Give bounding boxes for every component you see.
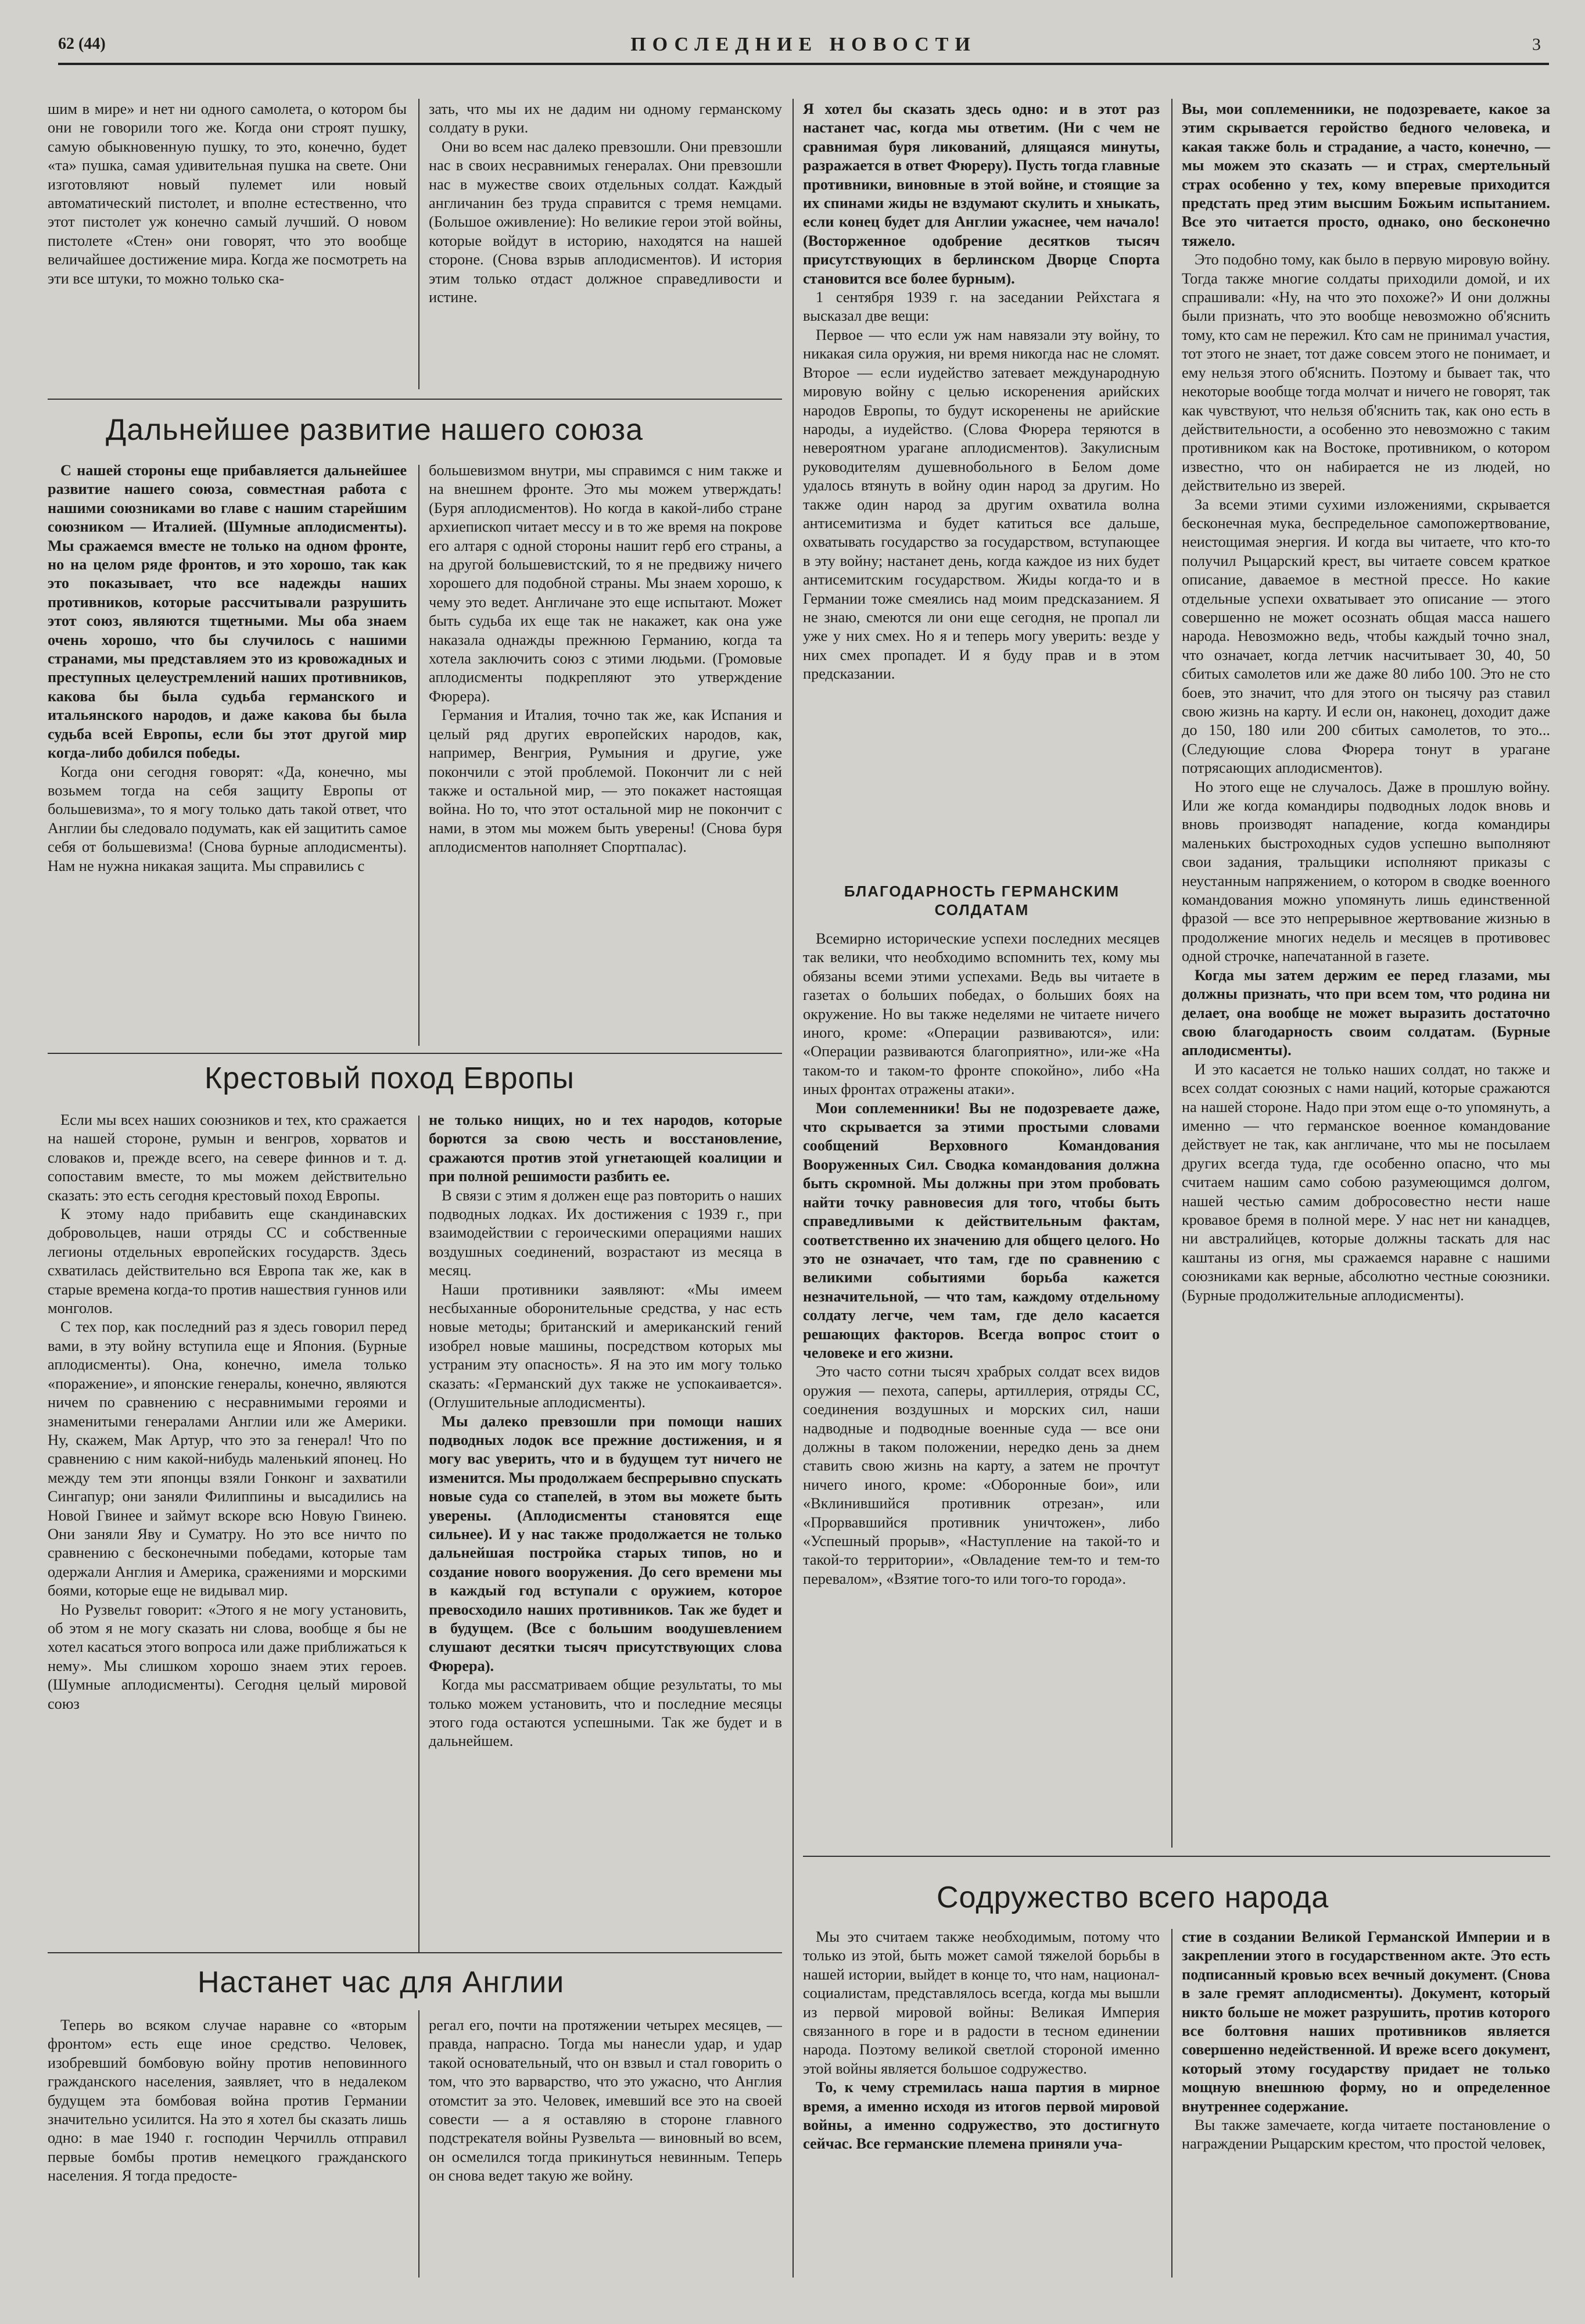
subhead-gratitude: БЛАГОДАРНОСТЬ ГЕРМАНСКИМ СОЛДАТАМ xyxy=(844,883,1120,919)
paragraph: регал его, почти на протяжении четырех месяцев, — правда, напрасно. Тогда мы нанесли удар, и удар такой основательный, что он взвыл и стал говорить о том, что это варварство, что это ужасно, что Англия отомстит за это. Человек, имевший все это на своей совести — а я оставляю в стороне главного подстрекателя войны Рузвельта — виновный во всем, он осмелился тогда прикинуться невинным. Теперь он снова ведет такую же войну. xyxy=(429,2017,782,2185)
paragraph: шим в мире» и нет ни одного самолета, о котором бы они не говорили того же. Когда они строят пушку, самую обыкновенную пушку, то это, конечно, будет «та» пушка, самая удивительная пушка на свете. Они изготовляют новый пулемет или новый автоматический пистолет, и вполне естественно, что этот пистолет уж конечно самый лучший. О новом пистолете «Стен» они говорят, что это вообще величайшее достижение мира. Когда же посмотреть на эти все штуки, то можно только ска- xyxy=(48,101,407,287)
col1-top-article xyxy=(48,100,407,390)
section-rule xyxy=(48,1053,782,1054)
paragraph: Они во всем нас далеко превзошли. Они превзошли нас в своих несравнимых генералах. Они превзошли нас в мужестве своих отдельных солдат. Каждый англичанин без труда справится с тремя немцами. (Большое оживление): Но великие герои этой войны, которые войдут в историю, находятся на нашей стороне. (Снова взрыв аплодисментов). И история этим только отдаст должное справедливости и истине. xyxy=(429,138,782,306)
col1-england-article xyxy=(48,2016,407,2283)
paragraph: Когда мы рассматриваем общие результаты, то мы только можем установить, что и последние месяцы этого года остаются успешными. Так же будет и в дальнейшем. xyxy=(429,1676,782,1750)
paragraph: Мы это считаем также необходимым, потому что только из этой, быть может самой тяжелой борьбы в нашей истории, выйдет в конце то, что нам, национал-социалистам, представлялось всегда, когда мы вышли из первой мировой войны: Великая Империя связанного в горе и в радости в тесном единении народа. Поэтому великой светлой стороной именно этой войны является большое содружество. xyxy=(803,1928,1160,2077)
paragraph: Когда мы затем держим ее перед глазами, мы должны признать, что при всем том, что родина ни делает, она вообще не может выразить достаточно свою благодарность своим солдатам. (Бурные аплодисменты). xyxy=(1182,966,1550,1059)
paragraph: С нашей стороны еще прибавляется дальнейшее развитие нашего союза, совместная работа с нашими союзниками во главе с нашим старейшим союзником — Италией. (Шумные аплодисменты). Мы сражаемся вместе не только на одном фронте, но на целом ряде фронтов, и это хорошо, так как это показывает, что все надежды наших противников, которые рассчитывали разрушить этот союз, являются тщетными. Мы оба знаем очень хорошо, что бы случилось с нашими странами, мы представляем это из кровожадных и преступных целеустремлений наших противников, какова бы была судьба германского и итальянского народов, и даже какова бы была судьба всей Европы, если бы этот другой мир когда-либо добился победы. xyxy=(48,462,407,762)
paragraph: За всеми этими сухими изложениями, скрывается бесконечная мука, беспредельное самопожертвование, неистощимая энергия. И когда вы читаете, что кто-то получил Рыцарский крест, вы читаете совсем краткое описание, даваемое в местной прессе. Но какие отдельные успехи охватывает это описание — этого совершенно не может осознать общая масса нашего народа. Невозможно ведь, чтобы каждый точно знал, что означает, когда летчик насчитывает 30, 40, 50 сбитых самолетов или же даже 80 либо 100. Это не сто боев, это значит, что для этого он тысячу раз ставил свою жизнь на карту. И если он, наконец, доходит даже до 150, 180 или 200 сбитых самолетов, то это... (Следующие слова Фюрера тонут в урагане потрясающих аплодисментов). xyxy=(1182,496,1550,777)
paragraph: Это подобно тому, как было в первую мировую войну. Тогда также многие солдаты приходили домой, и их спрашивали: «Ну, на что это похоже?» И они должны были признать, что это вообще невозможно об'яснить тому, кто сам не пережил. Кто сам не принимал участия, тот этого не знает, тот даже совсем этого не понимает, и ему нельзя этого об'яснить. Поэтому и бывает так, что некоторые вообще тогда молчат и ничего не говорят, так как чувствуют, что нельзя об'яснить так, как оно есть в действительности, а особенно это невозможно с таким противником как на Востоке, противником, о котором известно, что он набирается не из людей, но действительно из зверей. xyxy=(1182,251,1550,494)
col3-gratitude-article xyxy=(803,930,1160,1848)
col1-crusade-article xyxy=(48,1111,407,1945)
paragraph: Это часто сотни тысяч храбрых солдат всех видов оружия — пехота, саперы, артиллерия, отряды СС, соединения воздушных и морских сил, наши надводные и подводные военные суда — все они должны в таком положении, нередко день за днем ставить свою жизнь на карту, а затем не прочтут ничего иного, кроме: «Оборонные бои», или «Вклинившийся противник отрезан», или «Прорвавшийся противник уничтожен», либо «Успешный прорыв», «Наступление на такой-то и такой-то территории», «Овладение тем-то и тем-то перевалом», «Взятие того-то или того-то города». xyxy=(803,1363,1160,1587)
column-rule xyxy=(418,465,419,1046)
paragraph: стие в создании Великой Германской Империи и в закреплении этого в государственном акте. Это есть подписанный кровью всех вечный документ. (Снова в зале гремят аплодисменты). Документ, который никто больше не может разрушить, против которого все болтовня наших противников является совершенно недейственной. И вреже всего документ, который этому государству придает не только мощную внешнюю форму, но и определенное внутреннее содержание. xyxy=(1182,1928,1550,2115)
column-rule xyxy=(1171,1929,1172,2278)
paragraph: Но этого еще не случалось. Даже в прошлую войну. Или же когда командиры подводных лодок вновь и вновь производят нападение, когда командиры маленьких быстроходных судов успешно выполняют свои задания, тральщики исполняют приказы с неустанным напряжением, о котором в сводке военного командования можно упомянуть лишь единственной фразой — все это непрерывное жертвование жизнью в продолжение многих недель и месяцев в противовес одной строчке, напечатанной в газете. xyxy=(1182,778,1550,965)
col2-crusade-article xyxy=(429,1111,782,1945)
paragraph: Мы далеко превзошли при помощи наших подводных лодок все прежние достижения, и я могу вас уверить, что и в будущем тут ничего не изменится. Мы продолжаем беспрерывно спускать новые суда со стапелей, в этом вы можете быть уверены. (Аплодисменты становятся еще сильнее). И у нас также продолжается не только дальнейшая постройка старых типов, но и создание нового вооружения. До сего времени мы в каждый год вступали с оружием, которое превосходило наших противников. Так же будет и в будущем. (Все с большим воодушевлением слушают десятки тысяч присутствующих слова Фюрера). xyxy=(429,1412,782,1674)
col4-article xyxy=(1182,100,1550,1849)
col1-alliance-article xyxy=(48,461,407,1046)
column-rule xyxy=(1171,99,1172,1848)
paragraph: Я хотел бы сказать здесь одно: и в этот раз настанет час, когда мы ответим. (Ни с чем не сравнимая буря ликований, длящаяся минуты, разражается в ответ Фюреру). Пусть тогда главные противники, виновные в этой войне, и стоящие за их спинами жиды не вздумают скулить и хныкать, если конец будет для Англии ужаснее, чем начало! (Восторженное одобрение десятков тысяч присутствующих в берлинском Дворце Спорта становится все более бурным). xyxy=(803,101,1160,287)
paragraph: К этому надо прибавить еще скандинавских добровольцев, наши отряды СС и собственные легионы отдельных европейских государств. Здесь схватилась действительно вся Европа так же, как в старые времена когда-то против нашествия гуннов или монголов. xyxy=(48,1206,407,1317)
paragraph: С тех пор, как последний раз я здесь говорил перед вами, в эту войну вступила еще и Япония. (Бурные аплодисменты). Она, конечно, имела только «поражение», и японские генералы, конечно, являются ничем по сравнению с несравнимыми героями и знаменитыми генералами Англии или же Америки. Ну, скажем, Мак Артур, что это за генерал! Что по сравнению с ним какой-нибудь маленький японец. Но между тем эти японцы взяли Гонконг и захватили Сингапур; они заняли Филиппины и высадились на Новой Гвинее и займут вскоре всю Новую Гвинею. Они заняли Яву и Суматру. Но это все ничто по сравнению с бесконечными победами, которые там одержали Англия и Америка, сражениями и морскими боями, которые еще не видывал мир. xyxy=(48,1318,407,1599)
paragraph: В связи с этим я должен еще раз повторить о наших подводных лодках. Их достижения с 1939 г., при взаимодействии с героическими операциями наших воздушных соединений, возрастают из месяца в месяц. xyxy=(429,1186,782,1279)
paragraph: Наши противники заявляют: «Мы имеем несбыханные оборонительные средства, у нас есть новые методы; британский и американский гений изобрел новые машины, посредством которых мы устраним эту опасность». Я на это им могу только сказать: «Германский дух также не успокаивается». (Оглушительные аплодисменты). xyxy=(429,1281,782,1411)
paragraph: Но Рузвельт говорит: «Этого я не могу установить, об этом я не могу сказать ни слова, вообще я бы не хотел касаться этого вопроса или даже приближаться к нему». Мы слишком хорошо знаем этих героев. (Шумные аплодисменты). Сегодня целый мировой союз xyxy=(48,1601,407,1712)
paragraph: 1 сентября 1939 г. на заседании Рейхстага я высказал две вещи: xyxy=(803,289,1160,325)
paragraph: То, к чему стремилась наша партия в мирное время, а именно исходя из итогов первой мировой войны, а именно содружество, это достигнуто сейчас. Все германские племена приняли уча- xyxy=(803,2079,1160,2153)
paragraph: И это касается не только наших солдат, но также и всех солдат союзных с нами наций, которые сражаются на нашей стороне. Надо при этом еще о-то упомянуть, а именно — что германское военное командование действует не так, как англичане, что мы не посылаем других всегда туда, где особенно опасно, что мы считаем нашим само собою разумеющимся долгом, нашей честью самим добросовестно нести наше кровавое бремя в полной мере. У нас нет ни канадцев, ни австралийцев, которые должны таскать для нас каштаны из огня, мы сражаемся наравне с нашими союзниками как верные, абсолютно честные союзники. (Бурные продолжительные аплодисменты). xyxy=(1182,1060,1550,1304)
column-rule xyxy=(792,99,794,2278)
col4-community-article xyxy=(1182,1928,1550,2282)
paragraph: не только нищих, но и тех народов, которые борются за свою честь и восстановление, сражаются против этой угнетающей коалиции и при полной решимости разбить ее. xyxy=(429,1111,782,1185)
paragraph: Если мы всех наших союзников и тех, кто сражается на нашей стороне, румын и венгров, хорватов и словаков и, прежде всего, на севере финнов и т. д. сопоставим вместе, то мы можем действительно сказать: это есть сегодня крестовый поход Европы. xyxy=(48,1111,407,1204)
col2-alliance-article xyxy=(429,461,782,1046)
paragraph: Теперь во всяком случае наравне со «вторым фронтом» есть еще иное средство. Человек, изобревший бомбовую войну против неповинного гражданского населения, заявляет, что в недалеком будущем эта бомбовая война против Германии значительно усилится. На это я хотел бы сказать лишь одно: в мае 1940 г. господин Черчилль отправил первые бомбы против немецкого гражданского населения. Я тогда предосте- xyxy=(48,2017,407,2185)
page-number-right: 3 xyxy=(1532,35,1541,54)
paragraph: Вы, мои соплеменники, не подозреваете, какое за этим скрывается геройство бедного человека, и какая также боль и страдание, а часто, конечно, — мы можем это сказать — и страх, смертельный страх особенно у тех, кому вперевые приходится предстать пред этим высшим Божьим испытанием. Все это читается просто, однако, оно бесконечно тяжело. xyxy=(1182,101,1550,249)
page-header xyxy=(58,34,1549,65)
paragraph: Мои соплеменники! Вы не подозреваете даже, что скрывается за этими простыми словами сообщений Верховного Командования Вооруженных Сил. Сводка командования должна быть скромной. Мы должны при этом пробовать найти точку равновесия для того, чтобы быть справедливыми к действительным фактам, соответственно их значению для общего целого. Но это не означает, что там, где по сравнению с великими событиями борьба кажется незначительной, — что там, каждому отдельному солдату легче, чем там, где дело касается решающих факторов. Всегда вопрос стоит о человеке и его жизни. xyxy=(803,1099,1160,1361)
col2-top-article xyxy=(429,100,782,390)
masthead-title: ПОСЛЕДНИЕ НОВОСТИ xyxy=(630,34,977,55)
headline-england: Настанет час для Англии xyxy=(198,1966,565,1999)
page-number: 62 (44) xyxy=(58,35,106,53)
headline-community: Содружество всего народа xyxy=(937,1881,1329,1914)
col2-england-article xyxy=(429,2016,782,2283)
headline-alliance: Дальнейшее развитие нашего союза xyxy=(106,413,643,447)
paragraph: зать, что мы их не дадим ни одному германскому солдату в руки. xyxy=(429,101,782,137)
col3-article xyxy=(803,100,1160,875)
paragraph: Вы также замечаете, когда читаете постановление о награждении Рыцарским крестом, что простой человек, xyxy=(1182,2117,1550,2153)
column-rule xyxy=(418,99,419,389)
section-rule xyxy=(48,399,782,400)
column-rule xyxy=(418,1116,419,1952)
paragraph: Когда они сегодня говорят: «Да, конечно, мы возьмем тогда на себя защиту Европы от большевизма», то я могу только дать такой ответ, что Англии бы следовало подумать, как ей защитить самое себя от большевизма! (Снова бурные аплодисменты). Нам не нужна никакая защита. Мы справились с xyxy=(48,763,407,874)
col3-community-article xyxy=(803,1928,1160,2282)
paragraph: Всемирно исторические успехи последних месяцев так велики, что необходимо вспомнить тех, кому мы обязаны всеми этими успехами. Ведь вы читаете в газетах о больших победах, о больших боях на окружение. Но вы также неделями не читаете ничего иного, кроме: «Операции развиваются», или: «Операции развиваются благоприятно», или-же «На таком-то и таком-то фронте спокойно», либо «На иных фронтах отражены атаки». xyxy=(803,930,1160,1098)
section-rule xyxy=(803,1856,1550,1857)
headline-crusade: Крестовый поход Европы xyxy=(205,1061,575,1095)
paragraph: Первое — что если уж нам навязали эту войну, то никакая сила оружия, ни время никогда нас не сломят. Второе — если иудейство затевает международную мировую войну с целью искоренения арийских народов Европы, то будут искоренены не арийские народы, а иудейство. (Слова Фюрера теряются в невероятном урагане аплодисментов). Закулисным руководителям душевнобольного в Белом доме удалось втянуть в войну один народ за другим. Но также один народ за другим охватила волна антисемитизма и будет катиться все дальше, охватывать государство за государством, вступающее в эту войну; настанет день, когда каждое из них будет антисемитским государством. Жиды когда-то и в Германии тоже смеялись над моим предсказанием. Я не знаю, смеются ли они еще сегодня, не пропал ли уже у них смех. Но я и теперь могу уверить: везде у них смех пропадет. И я буду прав и в этом предсказании. xyxy=(803,326,1160,683)
column-rule xyxy=(418,2010,419,2278)
paragraph: Германия и Италия, точно так же, как Испания и целый ряд других европейских народов, как, например, Венгрия, Румыния и другие, уже покончили с этой проблемой. Покончит ли с ней также и остальной мир, — это покажет настоящая война. Но то, что этот остальной мир не покончит с нами, в этом мы можем быть уверены! (Снова буря аплодисментов наполняет Спортпалас). xyxy=(429,706,782,856)
section-rule xyxy=(48,1952,782,1953)
paragraph: большевизмом внутри, мы справимся с ним также и на внешнем фронте. Это мы можем утверждать! (Буря аплодисментов). Но когда в какой-либо стране архиепископ читает мессу и в то же время на покрове его алтаря с одной стороны нашит герб его страны, а на другой большевистский, то я не предвижу ничего хорошего для подобной страны. Мы знаем хорошо, к чему это ведет. Англичане это еще испытают. Может быть судьба их еще так не накажет, как она уже наказала однажды прежнюю Германию, когда та хотела заключить союз с этими людьми. (Громовые аплодисменты подкрепляют это утверждение Фюрера). xyxy=(429,462,782,705)
